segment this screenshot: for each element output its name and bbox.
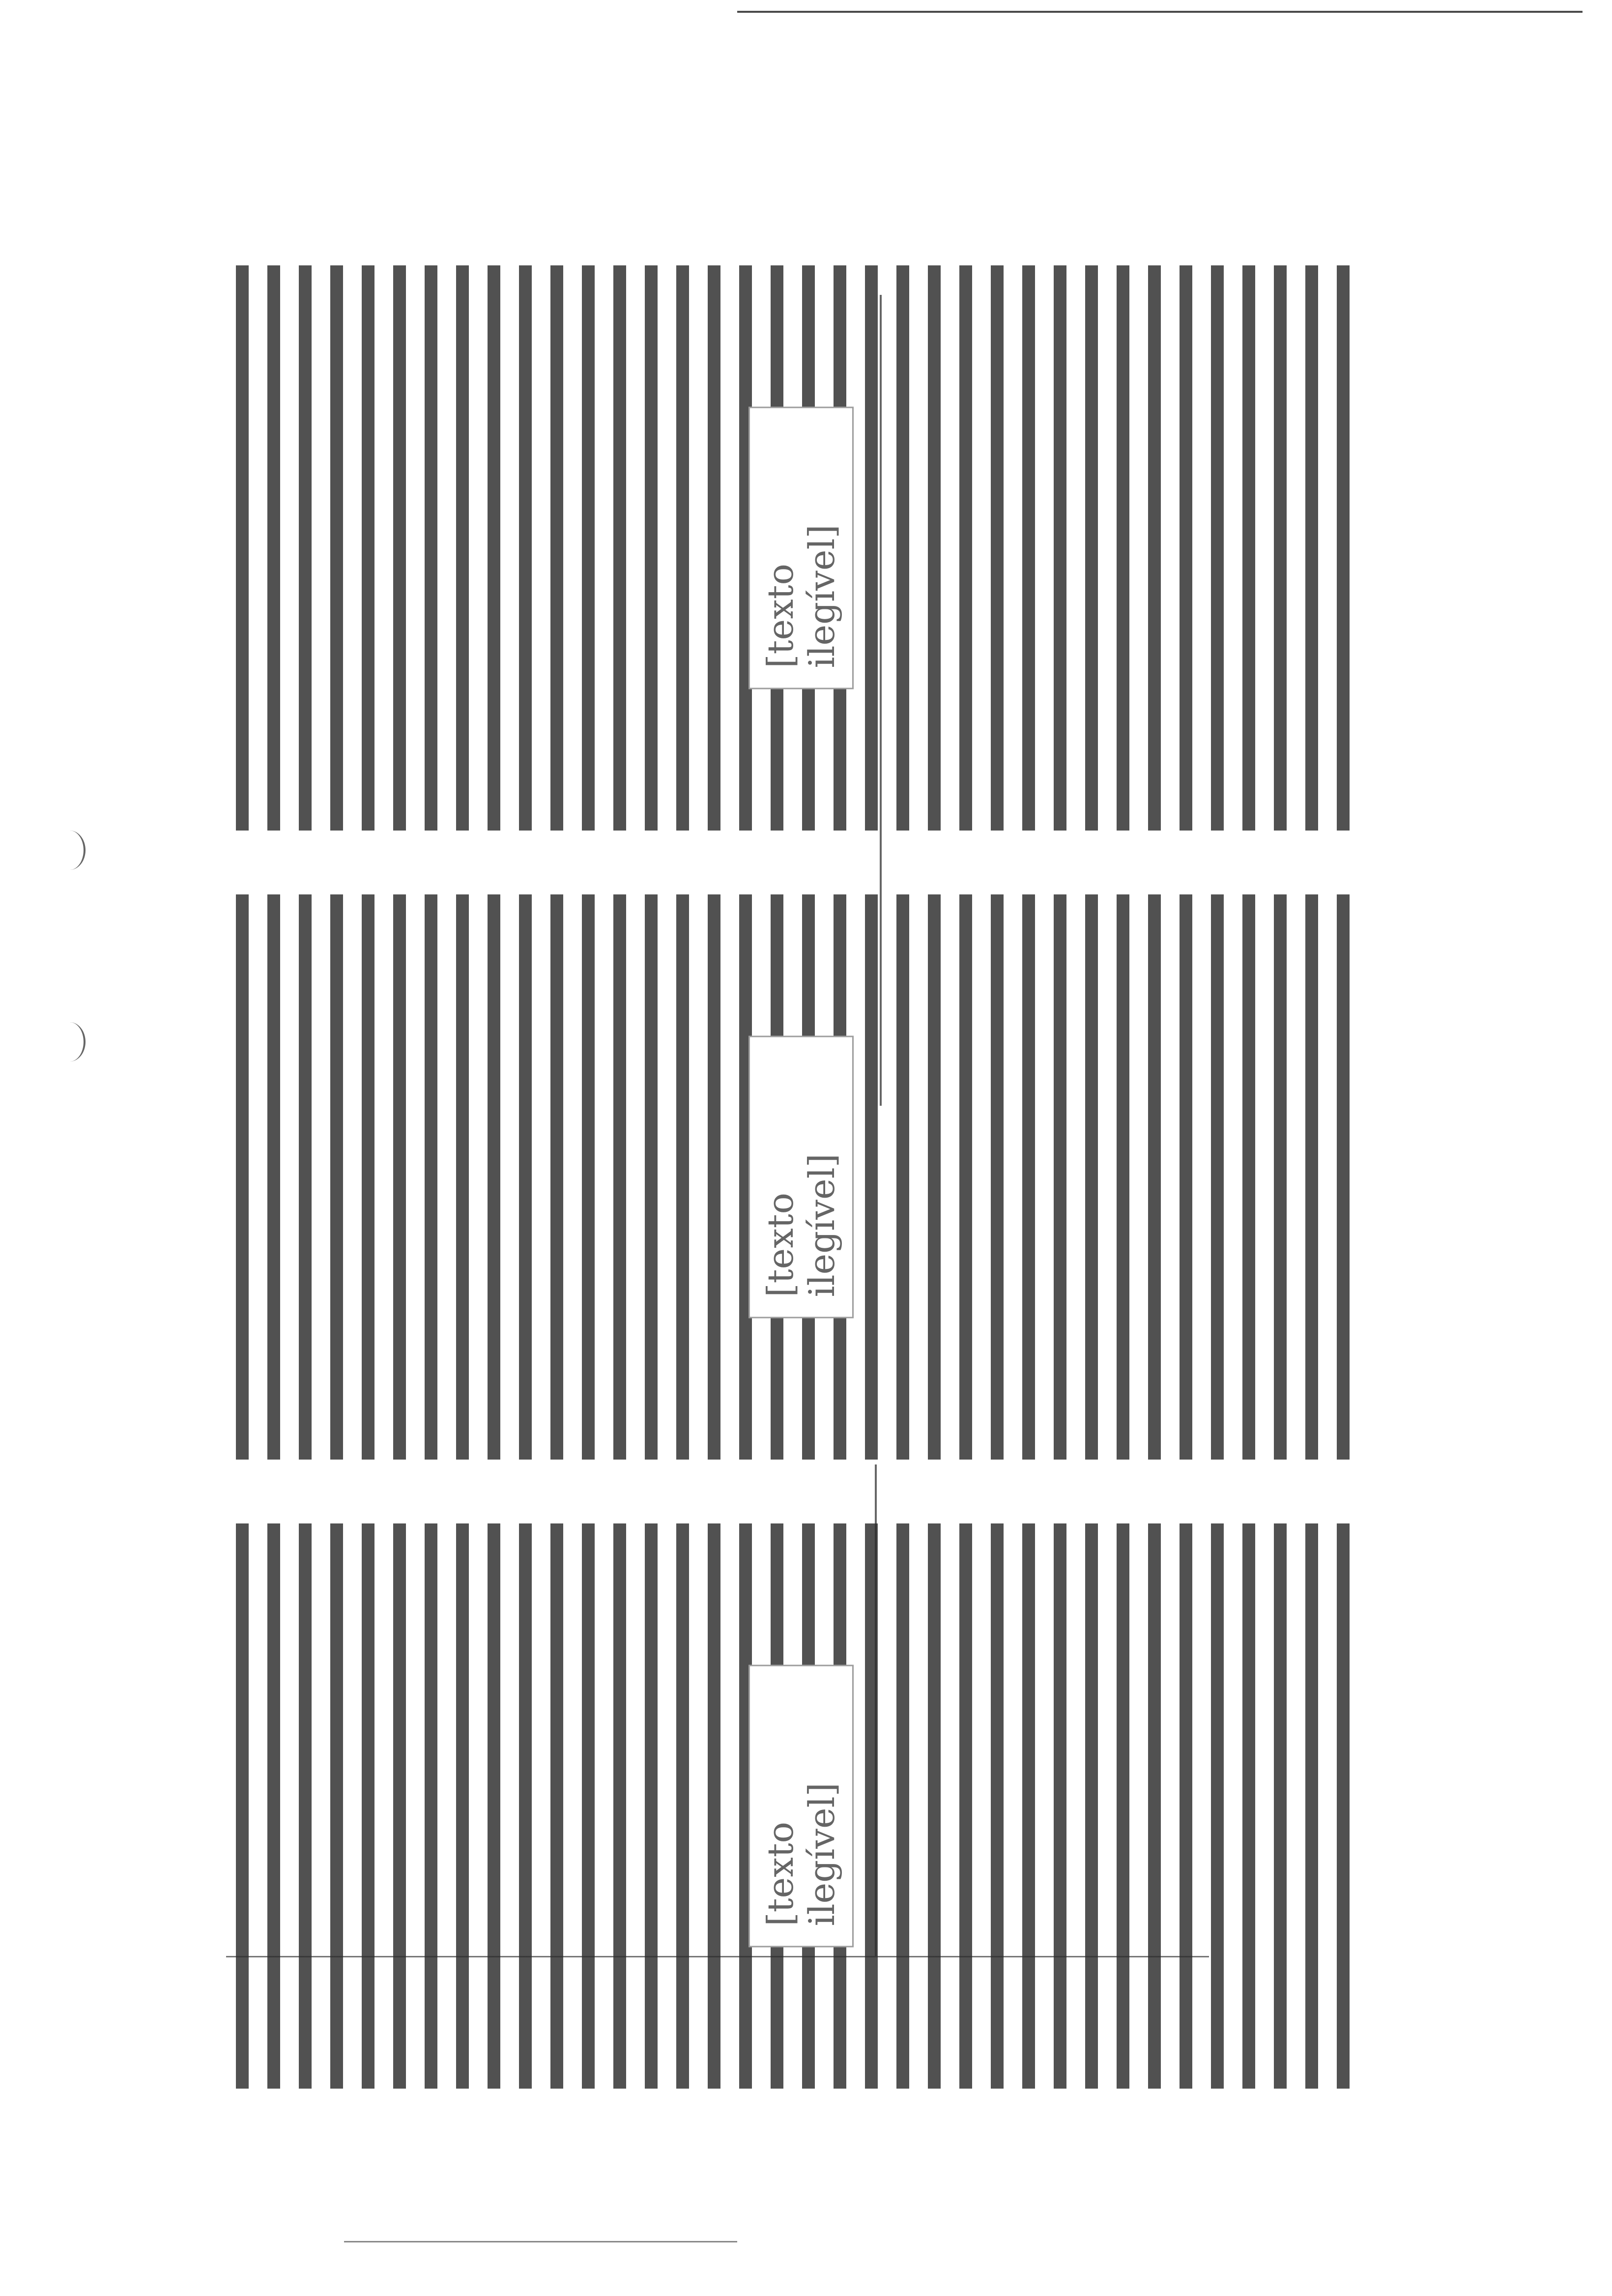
- article-column-1: [236, 1523, 1366, 2089]
- column-text: [texto ilegível]: [748, 407, 854, 689]
- article-column-3: [236, 265, 1366, 831]
- footer-scan-rule: [344, 2241, 737, 2242]
- rotated-article: [236, 221, 1366, 2089]
- article-column-2: [236, 894, 1366, 1460]
- column-text: [texto ilegível]: [748, 1665, 854, 1948]
- top-scan-rule: [737, 11, 1583, 13]
- binding-hole-mark: [54, 1022, 86, 1062]
- binding-hole-mark: [54, 831, 86, 870]
- column-text: [texto ilegível]: [748, 1036, 854, 1319]
